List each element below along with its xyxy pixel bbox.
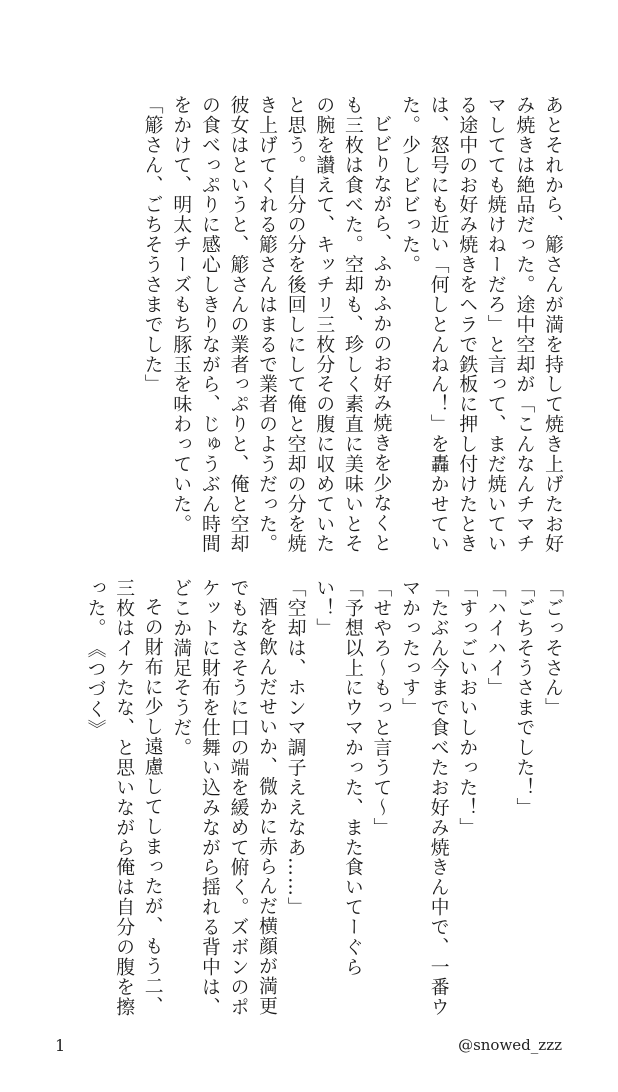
paragraph: あとそれから、簓さんが満を持して焼き上げたお好み焼きは絶品だった。途中空却が「こんなんチマチマしてても焼けねーだろ」と言って、まだ焼いている途中のお好み焼きをヘラで鉄板に押し付けたときは、怒号にも近い「何しとんねん！」を轟かせていた。少しビビった。 [399,95,563,554]
dialogue-line: 「たぶん今まで食べたお好み焼きん中で、一番ウマかったっす」 [399,578,449,1017]
paragraph: ビビりながら、ふかふかのお好み焼きを少なくとも三枚は食べた。空却も、珍しく素直に美味いとその腕を讃えて、キッチリ三枚分その腹に収めていたと思う。自分の分を後回しにして俺と空却の分を焼き上げてくれる簓さんはまるで業者のようだった。彼女はというと、簓さんの業者っぷりと、俺と空却の食べっぷりに感心しきりながら、じゅうぶん時間をかけて、明太チーズもち豚玉を味わっていた。 [170,95,392,554]
paragraph: その財布に少し遠慮してしまったが、もう二、三枚はイケたな、と思いながら俺は自分の腹を擦った。 《つづく》 [84,578,163,1017]
dialogue-line: 「ハイハイ」 [484,578,506,698]
page-number: 1 [55,1036,66,1055]
text-block-upper [56,95,566,555]
text-block-lower [56,578,566,1018]
dialogue-line: 「ごっそさん」 [542,578,563,718]
dialogue-line: 「空却は、ホンマ調子ええなあ……」 [284,578,306,917]
dialogue-line: 「予想以上にウマかった、また食いてーぐらい！」 [313,578,363,977]
dialogue-line: 「ごちそうさまでした！」 [513,578,535,818]
author-handle: @snowed_zzz [458,1036,562,1054]
dialogue-line: 「簓さん、ごちそうさまでした」 [141,95,163,395]
dialogue-line: 「すっごいおいしかった！」 [456,578,478,838]
dialogue-line: 「せやろ〜もっと言うて〜」 [370,578,392,838]
paragraph: 酒を飲んだせいか、微かに赤らんだ横顔が満更でもなさそうに口の端を緩めて俯く。ズボンのポケットに財布を仕舞い込みながら揺れる背中は、どこか満足そうだ。 [170,578,278,1017]
